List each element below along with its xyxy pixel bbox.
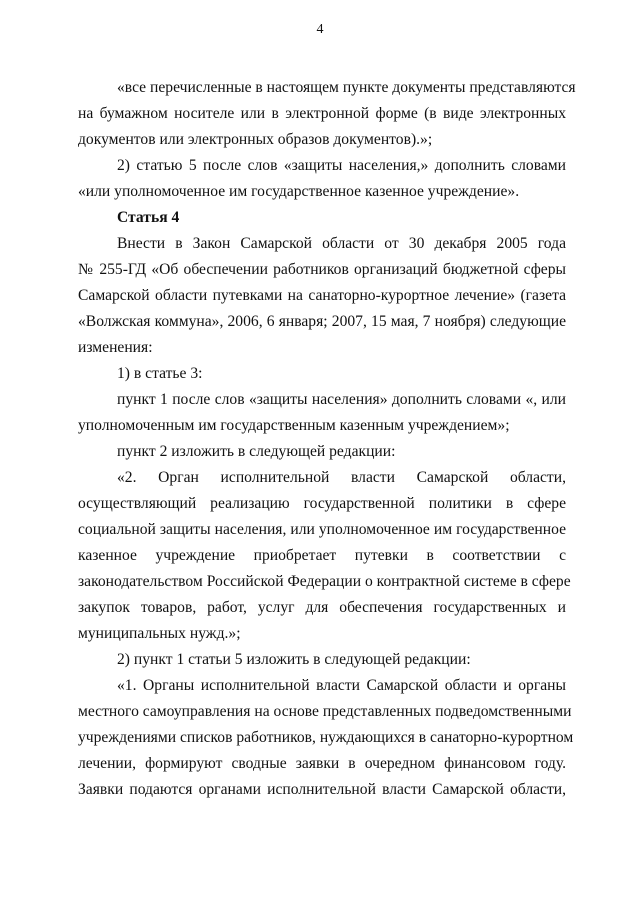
text-line: законодательством Российской Федерации о контрактной системе в сфере [78, 573, 571, 590]
article-heading: Статья 4 [117, 209, 180, 226]
text-line: изменения: [78, 339, 153, 356]
text-line: муниципальных нужд.»; [78, 625, 241, 642]
text-line: пункт 1 после слов «защиты населения» дополнить словами «, или [117, 391, 566, 408]
text-line: Самарской области путевками на санаторно-курортное лечение» (газета [78, 287, 566, 304]
text-line: 1) в статье 3: [117, 365, 203, 382]
text-line: уполномоченным им государственным казенным учреждением»; [78, 417, 510, 434]
text-line: местного самоуправления на основе представленных подведомственными [78, 703, 572, 720]
text-line: социальной защиты населения, или уполномоченное им государственное [78, 521, 566, 538]
text-line: закупок товаров, работ, услуг для обеспечения государственных и [78, 599, 566, 616]
text-line: Внести в Закон Самарской области от 30 декабря 2005 года [117, 235, 566, 252]
text-line: осуществляющий реализацию государственной политики в сфере [78, 495, 566, 512]
text-line: «Волжская коммуна», 2006, 6 января; 2007, 15 мая, 7 ноября) следующие [78, 313, 566, 330]
text-line: пункт 2 изложить в следующей редакции: [117, 443, 396, 460]
text-line: № 255-ГД «Об обеспечении работников организаций бюджетной сферы [78, 261, 566, 278]
text-line: «1. Органы исполнительной власти Самарской области и органы [117, 677, 566, 694]
page-number: 4 [316, 22, 324, 37]
text-line: документов или электронных образов документов).»; [78, 131, 433, 148]
text-line: лечении, формируют сводные заявки в очередном финансовом году. [78, 755, 566, 772]
text-line: 2) пункт 1 статьи 5 изложить в следующей редакции: [117, 651, 471, 668]
text-line: Заявки подаются органами исполнительной власти Самарской области, [78, 781, 566, 798]
text-line: «все перечисленные в настоящем пункте документы представляются [117, 79, 576, 96]
text-line: «или уполномоченное им государственное казенное учреждение». [78, 183, 520, 200]
text-line: учреждениями списков работников, нуждающихся в санаторно-курортном [78, 729, 574, 746]
text-line: казенное учреждение приобретает путевки в соответствии с [78, 547, 566, 564]
text-line: на бумажном носителе или в электронной форме (в виде электронных [78, 105, 566, 122]
text-line: «2. Орган исполнительной власти Самарской области, [117, 469, 566, 486]
text-line: 2) статью 5 после слов «защиты населения,» дополнить словами [117, 157, 566, 174]
document-body [78, 75, 576, 803]
